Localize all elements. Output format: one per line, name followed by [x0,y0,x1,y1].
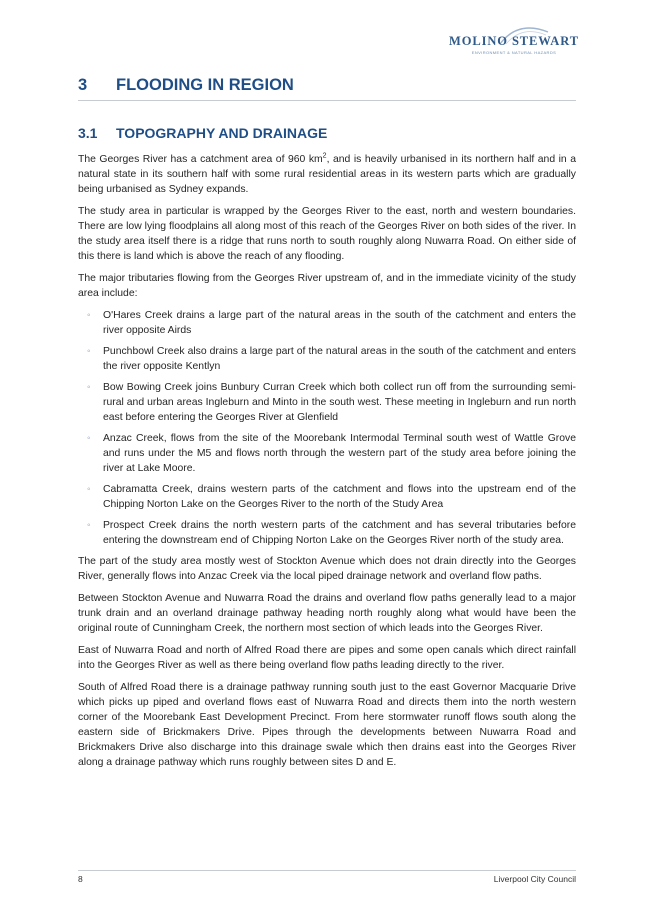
body-content [78,152,576,777]
paragraph-alfred-south: South of Alfred Road there is a drainage pathway running south just to the east Governor Macquarie Drive which picks up piped and overland flows east of Nuwarra Road and directs them into the north western corner of the Moorebank East Development Precinct. From here stormwater runoff flows south along the eastern side of Brickmakers Drive. Pipes through the developments between Nuwarra Road and Brickmakers Drive also discharge into this drainage swale which then drains east into the Georges River along a drainage pathway which runs roughly between sites D and E. [78,682,576,768]
footer-client: Liverpool City Council [493,874,576,884]
paragraph-study-area: The study area in particular is wrapped by the Georges River to the east, north and western boundaries. There are low lying floodplains all along most of this reach of the Georges River on both sides of the river. In the study area itself there is a ridge that runs north to south roughly along Nuwarra Road. On either side of this there is land which is above the reach of any flooding. [78,206,576,262]
footer-divider [78,870,576,871]
logo-tagline: ENVIRONMENT & NATURAL HAZARDS [471,50,557,55]
list-item-text: Bow Bowing Creek joins Bunbury Curran Creek which both collect run off from the surrounding semi-rural and urban areas Ingleburn and Minto in the south west. These meeting in Ingleburn and run north east before entering the Georges River at Glenfield [103,382,576,423]
list-item-text: Prospect Creek drains the north western parts of the catchment and has several tributaries before entering the downstream end of Chipping Norton Lake on the Georges River north of the study area. [103,520,576,546]
heading-divider [78,100,576,101]
section-heading [78,76,576,98]
list-item [78,482,576,512]
paragraph-tributaries-intro: The major tributaries flowing from the Georges River upstream of, and in the immediate vicinity of the study area include: [78,273,576,299]
company-logo [448,22,580,60]
bullet-icon: ◦ [87,433,91,444]
list-item-text: Punchbowl Creek also drains a large part of the natural areas in the south of the catchment and enters the river opposite Kentlyn [103,346,576,372]
list-item [78,380,576,425]
section-number: 3 [78,76,88,94]
bullet-icon: ◦ [87,346,91,357]
paragraph-stockton: The part of the study area mostly west of Stockton Avenue which does not drain directly into the Georges River, generally flows into Anzac Creek via the local piped drainage network and overland flow paths. [78,556,576,582]
bullet-icon: ◦ [87,382,91,393]
superscript: 2 [322,152,327,160]
subsection-title: TOPOGRAPHY AND DRAINAGE [116,125,328,141]
paragraph-text: , and is heavily urbanised in its northern half and in a natural state in its southern half with some rural residential areas in its western parts which are gradually being urbanised as Sydney expands. [78,154,576,195]
paragraph-catchment [78,152,576,197]
logo-name: MOLINO STEWART [449,34,579,48]
paragraph-nuwarra: Between Stockton Avenue and Nuwarra Road the drains and overland flow paths generally lead to a major trunk drain and an overland drainage pathway heading north roughly along what would have been the original route of Cunningham Creek, the northern most section of which leads into the Georges River. [78,593,576,634]
subsection-number: 3.1 [78,125,98,141]
list-item-text: Anzac Creek, flows from the site of the Moorebank Intermodal Terminal south west of Wattle Grove and runs under the M5 and flows north through the western part of the study area before joining the river at Lake Moore. [103,433,576,474]
paragraph-text: The Georges River has a catchment area of 960 km [78,154,323,165]
section-title: FLOODING IN REGION [116,76,294,94]
list-item-text: O'Hares Creek drains a large part of the natural areas in the south of the catchment and enters the river opposite Airds [103,310,576,336]
paragraph-alfred-north: East of Nuwarra Road and north of Alfred Road there are pipes and some open canals which direct rainfall into the Georges River as well as there being overland flow paths leading directly to the river. [78,645,576,671]
list-item-text: Cabramatta Creek, drains western parts of the catchment and flows into the upstream end of the Chipping Norton Lake on the Georges River to the north of the Study Area [103,484,576,510]
list-item [78,518,576,548]
bullet-icon: ◦ [87,520,91,531]
bullet-icon: ◦ [87,484,91,495]
list-item [78,308,576,338]
list-item [78,344,576,374]
page-number: 8 [78,874,83,884]
list-item [78,431,576,476]
bullet-icon: ◦ [87,310,91,321]
tributaries-list [78,308,576,548]
